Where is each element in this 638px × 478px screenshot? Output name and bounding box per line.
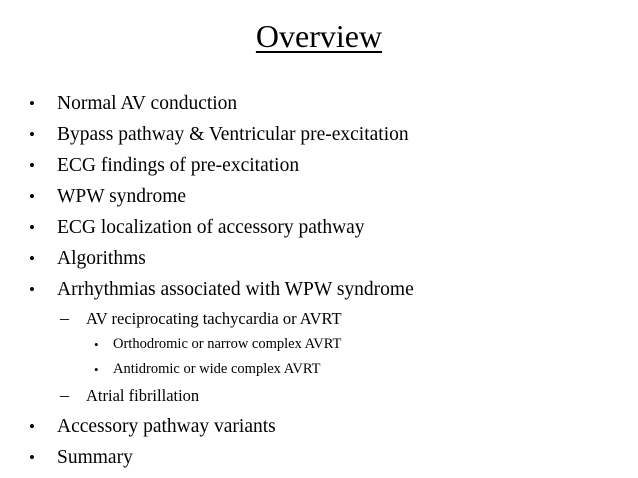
- list-item: [0, 212, 638, 243]
- bullet-icon: •: [29, 417, 35, 436]
- list-item: [0, 442, 638, 473]
- sub-list-item-text: Atrial fibrillation: [86, 386, 200, 405]
- sub-list-item: [0, 305, 638, 332]
- sub-sub-list-item-text: Antidromic or wide complex AVRT: [113, 361, 321, 377]
- list-item-text: Algorithms: [57, 248, 146, 269]
- bullet-icon: •: [94, 337, 99, 352]
- list-item: [0, 274, 638, 305]
- list-item: [0, 150, 638, 181]
- bullet-icon: •: [29, 94, 35, 113]
- list-item: [0, 119, 638, 150]
- bullet-icon: •: [29, 156, 35, 175]
- sub-list-item: [0, 382, 638, 409]
- sub-list-item-text: AV reciprocating tachycardia or AVRT: [86, 309, 342, 328]
- dash-icon: –: [60, 308, 69, 328]
- bullet-icon: •: [29, 280, 35, 299]
- bullet-icon: •: [29, 448, 35, 467]
- list-item-text: WPW syndrome: [57, 186, 187, 207]
- slide-title-text: Overview: [255, 18, 383, 54]
- dash-icon: –: [60, 385, 69, 405]
- sub-sub-list-item: [0, 332, 638, 357]
- bullet-icon: •: [29, 125, 35, 144]
- list-item-text: Bypass pathway & Ventricular pre-excitation: [57, 124, 409, 145]
- list-item-text: ECG localization of accessory pathway: [57, 217, 365, 238]
- bullet-icon: •: [29, 187, 35, 206]
- slide-title: [0, 16, 638, 56]
- overview-list: [0, 88, 638, 473]
- list-item-text: Arrhythmias associated with WPW syndrome: [57, 279, 414, 300]
- sub-sub-list-item-text: Orthodromic or narrow complex AVRT: [113, 336, 342, 352]
- list-item-text: Normal AV conduction: [57, 93, 238, 114]
- bullet-icon: •: [29, 249, 35, 268]
- bullet-icon: •: [94, 362, 99, 377]
- list-item: [0, 411, 638, 442]
- list-item: [0, 181, 638, 212]
- list-item-text: Accessory pathway variants: [57, 416, 276, 437]
- list-item-text: Summary: [57, 447, 133, 468]
- sub-sub-list-item: [0, 357, 638, 382]
- list-item: [0, 88, 638, 119]
- list-item-text: ECG findings of pre-excitation: [57, 155, 300, 176]
- bullet-icon: •: [29, 218, 35, 237]
- list-item: [0, 243, 638, 274]
